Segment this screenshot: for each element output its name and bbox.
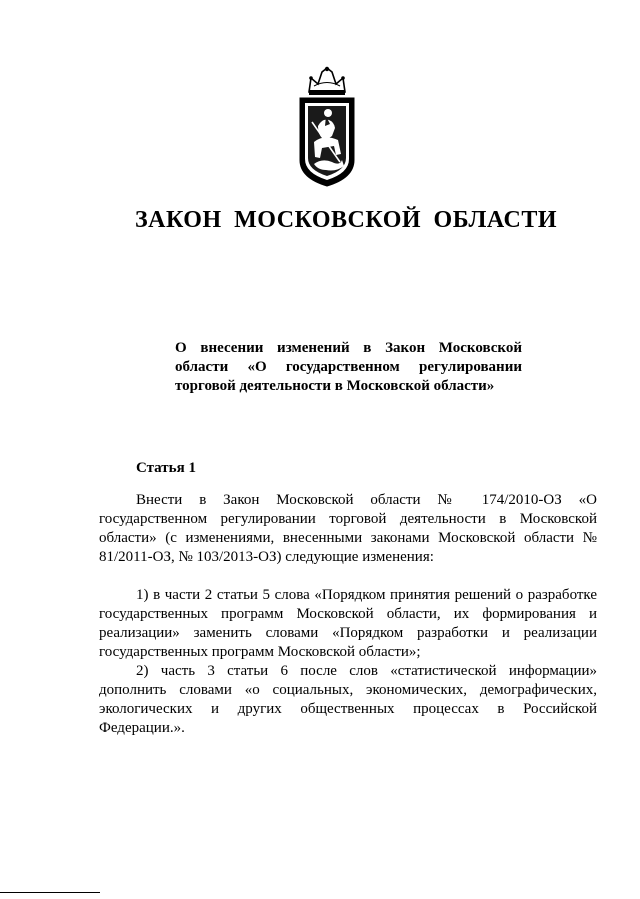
footnote-divider [0,892,100,893]
law-title: ЗАКОН МОСКОВСКОЙ ОБЛАСТИ [134,207,557,233]
article-item-1: 1) в части 2 статьи 5 слова «Порядком принятия решений о разработке государственных программ Московской области, их формирования и реализации» заменить словами «Порядком разработки и реализации государственных программ Московской области»; [99,587,597,660]
article-intro-paragraph: Внести в Закон Московской области № 174/2010-ОЗ «О государственном регулировании торговой деятельности в Московской области» (с изменениями, внесенными законами Московской области № 81/2011-ОЗ, № 103/2013-ОЗ) следующие изменения: [99,492,597,565]
article-item-2: 2) часть 3 статьи 6 после слов «статистической информации» дополнить словами «о социальных, экономических, демографических, экологических и других общественных процессах в Российской Федерации.». [99,663,597,736]
law-subject: О внесении изменений в Закон Московской области «О государственном регулировании торговой деятельности в Московской области» [175,340,522,394]
article-heading: Статья 1 [136,460,196,476]
moscow-oblast-coat-of-arms-icon [296,66,358,188]
article-body [99,491,597,738]
crown-icon [309,67,345,95]
